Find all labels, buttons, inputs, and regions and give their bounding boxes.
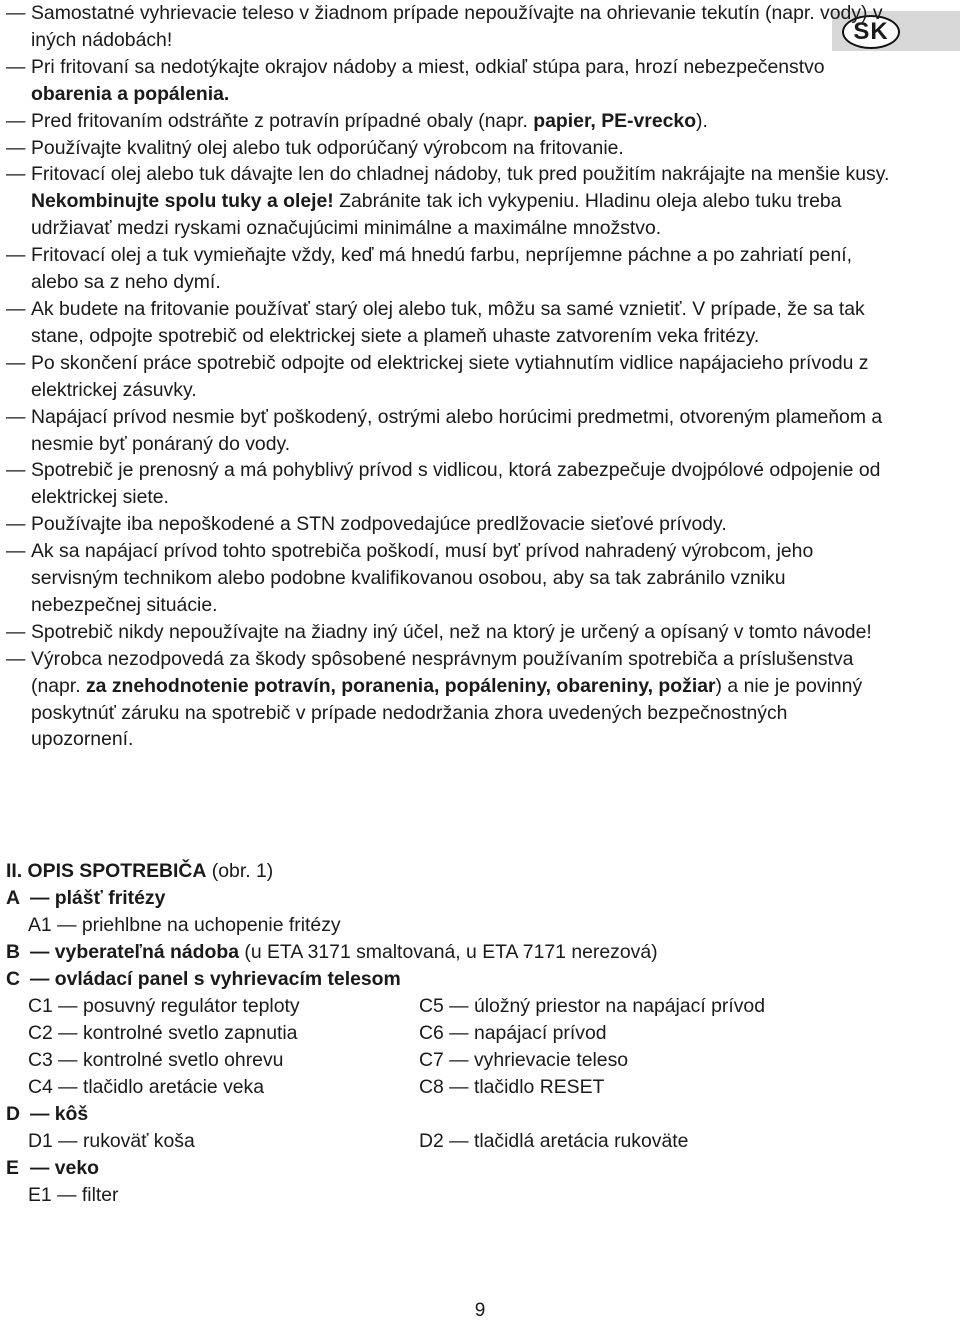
dash-icon: — bbox=[6, 163, 26, 186]
part-c-row bbox=[0, 993, 900, 1020]
bullet-item bbox=[0, 511, 900, 538]
section-heading-title: II. OPIS SPOTREBIČA bbox=[6, 860, 207, 882]
subpart-label: C8 — tlačidlo RESET bbox=[419, 1076, 605, 1098]
part-label: — plášť fritézy bbox=[30, 887, 166, 909]
part-letter: A bbox=[6, 887, 21, 909]
dash-icon: — bbox=[6, 351, 26, 374]
bullet-emphasis: za znehodnotenie potravín, poranenia, popáleniny, obareniny, požiar bbox=[85, 674, 716, 697]
bullet-item bbox=[0, 0, 900, 54]
dash-icon: — bbox=[6, 244, 26, 267]
part-e1 bbox=[0, 1182, 900, 1209]
bullet-item bbox=[0, 404, 900, 458]
part-e bbox=[0, 1155, 900, 1182]
appliance-description bbox=[0, 858, 900, 1209]
subpart-label: C1 — posuvný regulátor teploty bbox=[28, 995, 300, 1017]
dash-icon: — bbox=[6, 297, 26, 320]
subpart-label: D2 — tlačidlá aretácia rukoväte bbox=[419, 1130, 689, 1152]
bullet-item bbox=[0, 646, 900, 754]
dash-icon: — bbox=[6, 647, 26, 670]
bullet-text: Výrobca nezodpovedá za škody spôsobené nesprávnym používaním spotrebiča a príslušenstva (napr. bbox=[31, 647, 854, 697]
bullet-text: Napájací prívod nesmie byť poškodený, ostrými alebo horúcimi predmetmi, otvoreným plameňom a nesmie byť ponáraný do vody. bbox=[31, 405, 883, 455]
subpart-label: C2 — kontrolné svetlo zapnutia bbox=[28, 1022, 298, 1044]
part-label: — vyberateľná nádoba bbox=[30, 941, 239, 963]
section-heading bbox=[0, 858, 900, 885]
bullet-text: Spotrebič je prenosný a má pohyblivý prívod s vidlicou, ktorá zabezpečuje dvojpólové odpojenie od elektrickej siete. bbox=[31, 459, 881, 509]
subpart-label: C6 — napájací prívod bbox=[419, 1022, 607, 1044]
dash-icon: — bbox=[6, 459, 26, 482]
part-label: — ovládací panel s vyhrievacím telesom bbox=[30, 968, 401, 990]
dash-icon: — bbox=[6, 2, 26, 24]
bullet-emphasis: papier, PE-vrecko bbox=[533, 109, 697, 132]
part-c-row bbox=[0, 1074, 900, 1101]
part-label: — veko bbox=[30, 1157, 99, 1179]
bullet-item bbox=[0, 538, 900, 619]
bullet-item bbox=[0, 108, 900, 135]
part-d-row bbox=[0, 1128, 900, 1155]
bullet-text: Pri fritovaní sa nedotýkajte okrajov nádoby a miest, odkiaľ stúpa para, hrozí nebezpečenstvo bbox=[31, 55, 825, 78]
bullet-text: Fritovací olej a tuk vymieňajte vždy, keď má hnedú farbu, nepríjemne páchne a po zahriatí pení, alebo sa z neho dymí. bbox=[31, 244, 853, 294]
part-note: (u ETA 3171 smaltovaná, u ETA 7171 nerezová) bbox=[238, 941, 658, 963]
bullet-item bbox=[0, 54, 900, 108]
subpart-label: C5 — úložný priestor na napájací prívod bbox=[419, 995, 765, 1017]
dash-icon: — bbox=[6, 540, 26, 563]
dash-icon: — bbox=[6, 109, 26, 132]
dash-icon: — bbox=[6, 405, 26, 428]
part-letter: E bbox=[6, 1157, 19, 1179]
dash-icon: — bbox=[6, 513, 26, 536]
bullet-item bbox=[0, 619, 900, 646]
dash-icon: — bbox=[6, 136, 26, 159]
bullet-text: Pred fritovaním odstráňte z potravín prípadné obaly (napr. bbox=[31, 109, 534, 132]
dash-icon: — bbox=[6, 55, 26, 78]
bullet-item bbox=[0, 350, 900, 404]
subpart-label: E1 — filter bbox=[28, 1184, 119, 1206]
language-code: SK bbox=[842, 15, 900, 49]
bullet-text: ) a nie je povinný poskytnúť záruku na spotrebič v prípade nedodržania zhora uvedených bezpečnostných upozornení. bbox=[31, 674, 863, 751]
page-number: 9 bbox=[474, 1300, 486, 1321]
bullet-text: Používajte kvalitný olej alebo tuk odporúčaný výrobcom na fritovanie. bbox=[31, 136, 624, 159]
part-letter: D bbox=[6, 1103, 21, 1125]
subpart-label: A1 — priehlbne na uchopenie fritézy bbox=[28, 914, 341, 936]
dash-icon: — bbox=[6, 620, 26, 643]
bullet-text: Po skončení práce spotrebič odpojte od elektrickej siete vytiahnutím vidlice napájacieho prívodu z elektrickej zásuvky. bbox=[31, 351, 869, 401]
part-a bbox=[0, 885, 900, 912]
bullet-text: Fritovací olej alebo tuk dávajte len do chladnej nádoby, tuk pred použitím nakrájajte na menšie kusy. bbox=[31, 163, 890, 186]
section-heading-ref: (obr. 1) bbox=[206, 860, 274, 882]
bullet-text: Spotrebič nikdy nepoužívajte na žiadny iný účel, než na ktorý je určený a opísaný v tomto návode! bbox=[31, 620, 872, 643]
bullet-item bbox=[0, 457, 900, 511]
part-c-row bbox=[0, 1047, 900, 1074]
bullet-item bbox=[0, 161, 900, 242]
bullet-text: Samostatné vyhrievacie teleso v žiadnom prípade nepoužívajte na ohrievanie tekutín (napr. vody) v iných nádobách! bbox=[31, 2, 883, 51]
part-b bbox=[0, 939, 900, 966]
bullet-text: Zabránite tak ich vykypeniu. Hladinu oleja alebo tuku treba udržiavať medzi ryskami označujúcimi minimálne a maximálne množstvo. bbox=[31, 190, 842, 240]
bullet-item bbox=[0, 135, 900, 162]
bullet-emphasis: obarenia a popálenia. bbox=[31, 82, 230, 105]
part-c bbox=[0, 966, 900, 993]
subpart-label: C4 — tlačidlo aretácie veka bbox=[28, 1076, 265, 1098]
part-letter: B bbox=[6, 941, 21, 963]
subpart-label: D1 — rukoväť koša bbox=[28, 1130, 195, 1152]
part-c-row bbox=[0, 1020, 900, 1047]
part-label: — kôš bbox=[30, 1103, 89, 1125]
bullet-item bbox=[0, 296, 900, 350]
part-letter: C bbox=[6, 968, 21, 990]
bullet-item bbox=[0, 242, 900, 296]
part-d bbox=[0, 1101, 900, 1128]
bullet-text: Používajte iba nepoškodené a STN zodpovedajúce predlžovacie sieťové prívody. bbox=[31, 513, 727, 536]
part-a1 bbox=[0, 912, 900, 939]
subpart-label: C3 — kontrolné svetlo ohrevu bbox=[28, 1049, 284, 1071]
bullet-text: ). bbox=[696, 109, 708, 132]
bullet-emphasis: Nekombinujte spolu tuky a oleje! bbox=[31, 190, 334, 213]
bullet-text: Ak budete na fritovanie používať starý olej alebo tuk, môžu sa samé vznietiť. V prípade, že sa tak stane, odpojte spotrebič od elektrickej siete a plameň uhaste zatvorením veka fritézy. bbox=[31, 297, 865, 347]
subpart-label: C7 — vyhrievacie teleso bbox=[419, 1049, 629, 1071]
bullet-text: Ak sa napájací prívod tohto spotrebiča poškodí, musí byť prívod nahradený výrobcom, jeho servisným technikom alebo podobne kvalifikovanou osobou, aby sa tak zabránilo vzniku nebezpečnej situácie. bbox=[31, 540, 814, 616]
